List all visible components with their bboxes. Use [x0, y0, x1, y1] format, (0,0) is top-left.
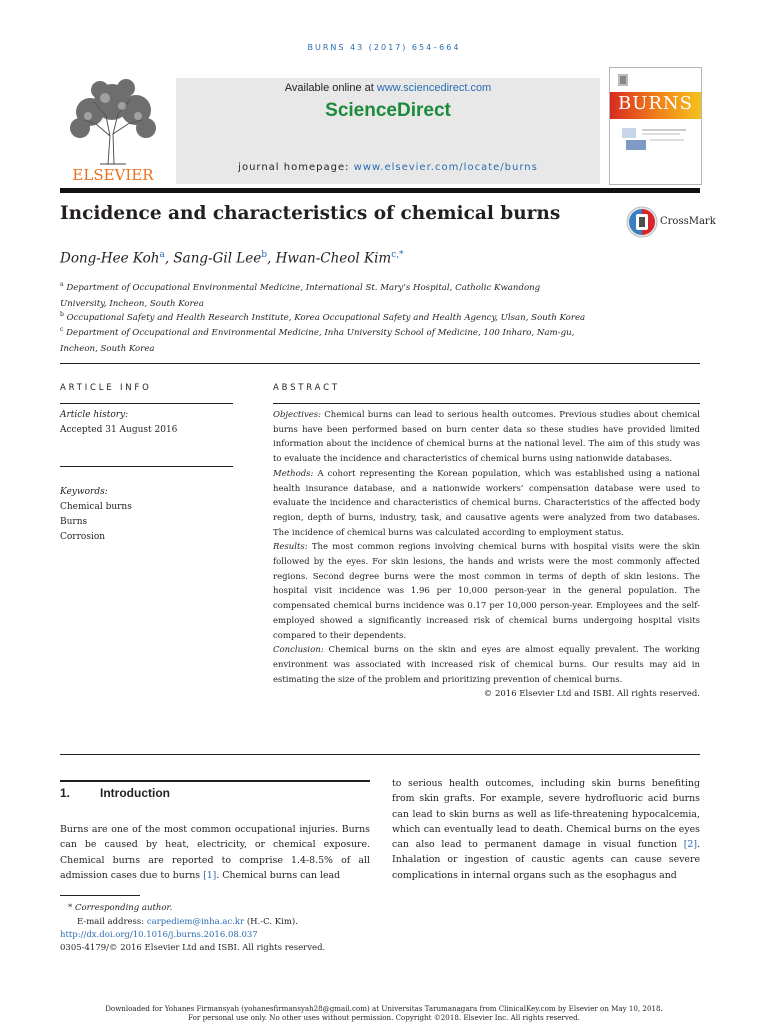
abstract-rule [273, 403, 700, 404]
affiliation-text: Department of Occupational Environmental Medicine, International St. Mary’s Hospital, Catholic Kwandong [66, 282, 541, 293]
sciencedirect-link[interactable]: www.sciencedirect.com [376, 82, 492, 94]
keyword-item: Corrosion [60, 532, 106, 542]
journal-homepage-label: journal homepage: [238, 162, 354, 173]
article-info-heading: ARTICLE INFO [60, 383, 152, 393]
reference-link[interactable]: [2] [683, 839, 698, 851]
sciencedirect-banner [176, 78, 600, 184]
keyword-item: Burns [60, 517, 88, 527]
section-title: Introduction [100, 786, 170, 800]
abstract-methods [273, 467, 700, 541]
elsevier-wordmark: ELSEVIER [72, 166, 154, 184]
footnote-rule [60, 895, 140, 896]
download-notice-line1: Downloaded for Yohanes Firmansyah (yohanesfirmansyah28@gmail.com) at Universitas Tarumanagara from ClinicalKey.com by Elsevier on May 10, 2018. [105, 1004, 663, 1013]
article-info-rule [60, 466, 233, 467]
abstract-copyright: © 2016 Elsevier Ltd and ISBI. All rights reserved. [483, 689, 700, 700]
introduction-right-column [392, 776, 700, 883]
crossmark-badge[interactable] [626, 206, 716, 238]
author-name: Dong-Hee Koh [60, 250, 160, 267]
journal-homepage-link[interactable]: www.elsevier.com/locate/burns [353, 162, 538, 173]
body-text: Burns are one of the most common occupational injuries. Burns can be caused by heat, electricity, or chemical exposure. Chemical burns are reported to comprise 1.4-8.5% of all admission cases due to burns [60, 824, 370, 881]
affiliation-c [60, 322, 700, 357]
abstract-results [273, 540, 700, 643]
cover-title: BURNS [617, 93, 694, 114]
affiliation-mark: c [60, 326, 64, 333]
affiliation-mark: b [60, 311, 64, 318]
journal-cover [609, 67, 702, 185]
available-online-line [176, 82, 600, 94]
abstract-conclusion [273, 643, 700, 687]
body-text: . Inhalation or ingestion of caustic agents can cause severe complications in internal organs such as the esophagus and [392, 839, 700, 881]
body-text: to serious health outcomes, including skin burns benefiting from skin grafts. For example, severe hydrofluoric acid burns can lead to skin burns as well as life-threatening hypocalcemia, which can eventually lead to death. Chemical burns on the eyes can also lead to permanent damage in visual function [392, 778, 700, 851]
article-info-rule [60, 403, 233, 404]
section-rule [60, 780, 370, 782]
affiliation-text: Department of Occupational and Environmental Medicine, Inha University School of Medicine, 100 Inharo, Nam-gu, [66, 327, 575, 338]
introduction-heading [60, 786, 170, 800]
author-list: Dong-Hee Koh$^a$, Sang-Gil Lee$^b$, Hwan-Cheol Kim$^{c,*}$ [60, 250, 404, 267]
journal-homepage-line [176, 162, 600, 173]
author-name: Sang-Gil Lee [173, 250, 262, 267]
introduction-left-column [60, 822, 370, 883]
affiliation-line [60, 322, 700, 341]
body-text: . Chemical burns can lead [216, 869, 341, 881]
article-history-label: Article history: [60, 410, 129, 420]
header-rule [60, 188, 700, 193]
abstract-objectives [273, 408, 700, 467]
email-line [60, 917, 298, 927]
affiliation-line: University, Incheon, South Korea [60, 298, 204, 309]
cover-emblem-icon [618, 74, 628, 86]
abstract-section-text: Chemical burns can lead to serious health outcomes. Previous studies about chemical burns have been performed based on burn center data so these studies have provided limited information about the incidence of chemical burns at the national level. The aim of this study was to evaluate the incidence and characteristics of chemical burns using nationwide databases. [273, 410, 700, 465]
corresponding-author-note: * Corresponding author. [68, 903, 173, 913]
abstract-body [273, 408, 700, 702]
article-title: Incidence and characteristics of chemical burns [60, 203, 561, 224]
available-online-text: Available online at [284, 82, 377, 94]
download-notice-line2: For personal use only. No other uses without permission. Copyright ©2018. Elsevier Inc. All rights reserved. [188, 1013, 580, 1022]
abstract-heading: ABSTRACT [273, 383, 340, 393]
affiliation-line [60, 277, 700, 296]
author-name: Hwan-Cheol Kim [275, 250, 392, 267]
abstract-section-text: A cohort representing the Korean population, which was established using a national health insurance database, and a nationwide workers’ compensation database were used to evaluate the incidence and characteristics of chemical burns. Characteristics of the affected body region, depth of burns, industry, task, and causative agents were analyzed from two databases. The incidence of chemical burns was calculated according to employment status. [273, 468, 700, 538]
author-affiliation-mark[interactable]: c,* [391, 250, 404, 260]
elsevier-logo [60, 76, 166, 184]
abstract-section-text: The most common regions involving chemical burns with hospital visits were the skin followed by the eyes. For skin lesions, the hands and wrists were the most commonly affected regions. Second degree burns were the most common in terms of depth of skin lesions. The hospital visit incidence was 1.96 per 10,000 person-year in the general population. The compensated chemical burns incidence was 0.17 per 10,000 person-year. Employees and the self-employed showed a significantly increased risk of chemical burns undergoing hospital visits compared to their dependents. [273, 542, 700, 641]
doi-link[interactable]: http://dx.doi.org/10.1016/j.burns.2016.08.037 [60, 930, 258, 940]
affiliation-mark: a [60, 281, 64, 288]
email-suffix: (H.-C. Kim). [244, 917, 298, 927]
keywords-label: Keywords: [60, 487, 108, 497]
abstract-bottom-rule [60, 754, 700, 755]
email-label: E-mail address: [77, 917, 147, 927]
sciencedirect-wordmark: ScienceDirect [325, 100, 451, 121]
email-link[interactable]: carpediem@inha.ac.kr [146, 917, 245, 927]
reference-link[interactable]: [1] [203, 869, 217, 881]
cover-illustration [620, 124, 690, 154]
author-affiliation-mark[interactable]: b [261, 250, 268, 260]
affiliation-line: Incheon, South Korea [60, 343, 155, 354]
section-number: 1. [60, 786, 71, 800]
abstract-section-label: Conclusion: [273, 645, 324, 656]
abstract-section-text: Chemical burns on the skin and eyes are almost equally prevalent. The working environment was associated with increased risk of chemical burns. Our results may aid in estimating the size of the problem and prioritizing prevention of chemical burns. [273, 645, 700, 685]
accepted-date: Accepted 31 August 2016 [60, 425, 178, 435]
affiliation-text: Occupational Safety and Health Research Institute, Korea Occupational Safety and Health Agency, Ulsan, South Korea [66, 312, 586, 323]
abstract-section-label: Objectives: [273, 410, 322, 420]
crossmark-icon [626, 206, 658, 238]
doi-line [60, 930, 258, 940]
running-head: BURNS 43 (2017) 654–664 [307, 43, 461, 52]
keyword-item: Chemical burns [60, 502, 132, 512]
issn-line: 0305-4179/© 2016 Elsevier Ltd and ISBI. All rights reserved. [60, 943, 326, 953]
affiliation-rule [60, 363, 700, 364]
crossmark-label: CrossMark [660, 216, 716, 227]
author-affiliation-mark[interactable]: a [159, 250, 165, 260]
abstract-section-label: Results: [273, 542, 308, 553]
abstract-section-label: Methods: [273, 468, 314, 479]
